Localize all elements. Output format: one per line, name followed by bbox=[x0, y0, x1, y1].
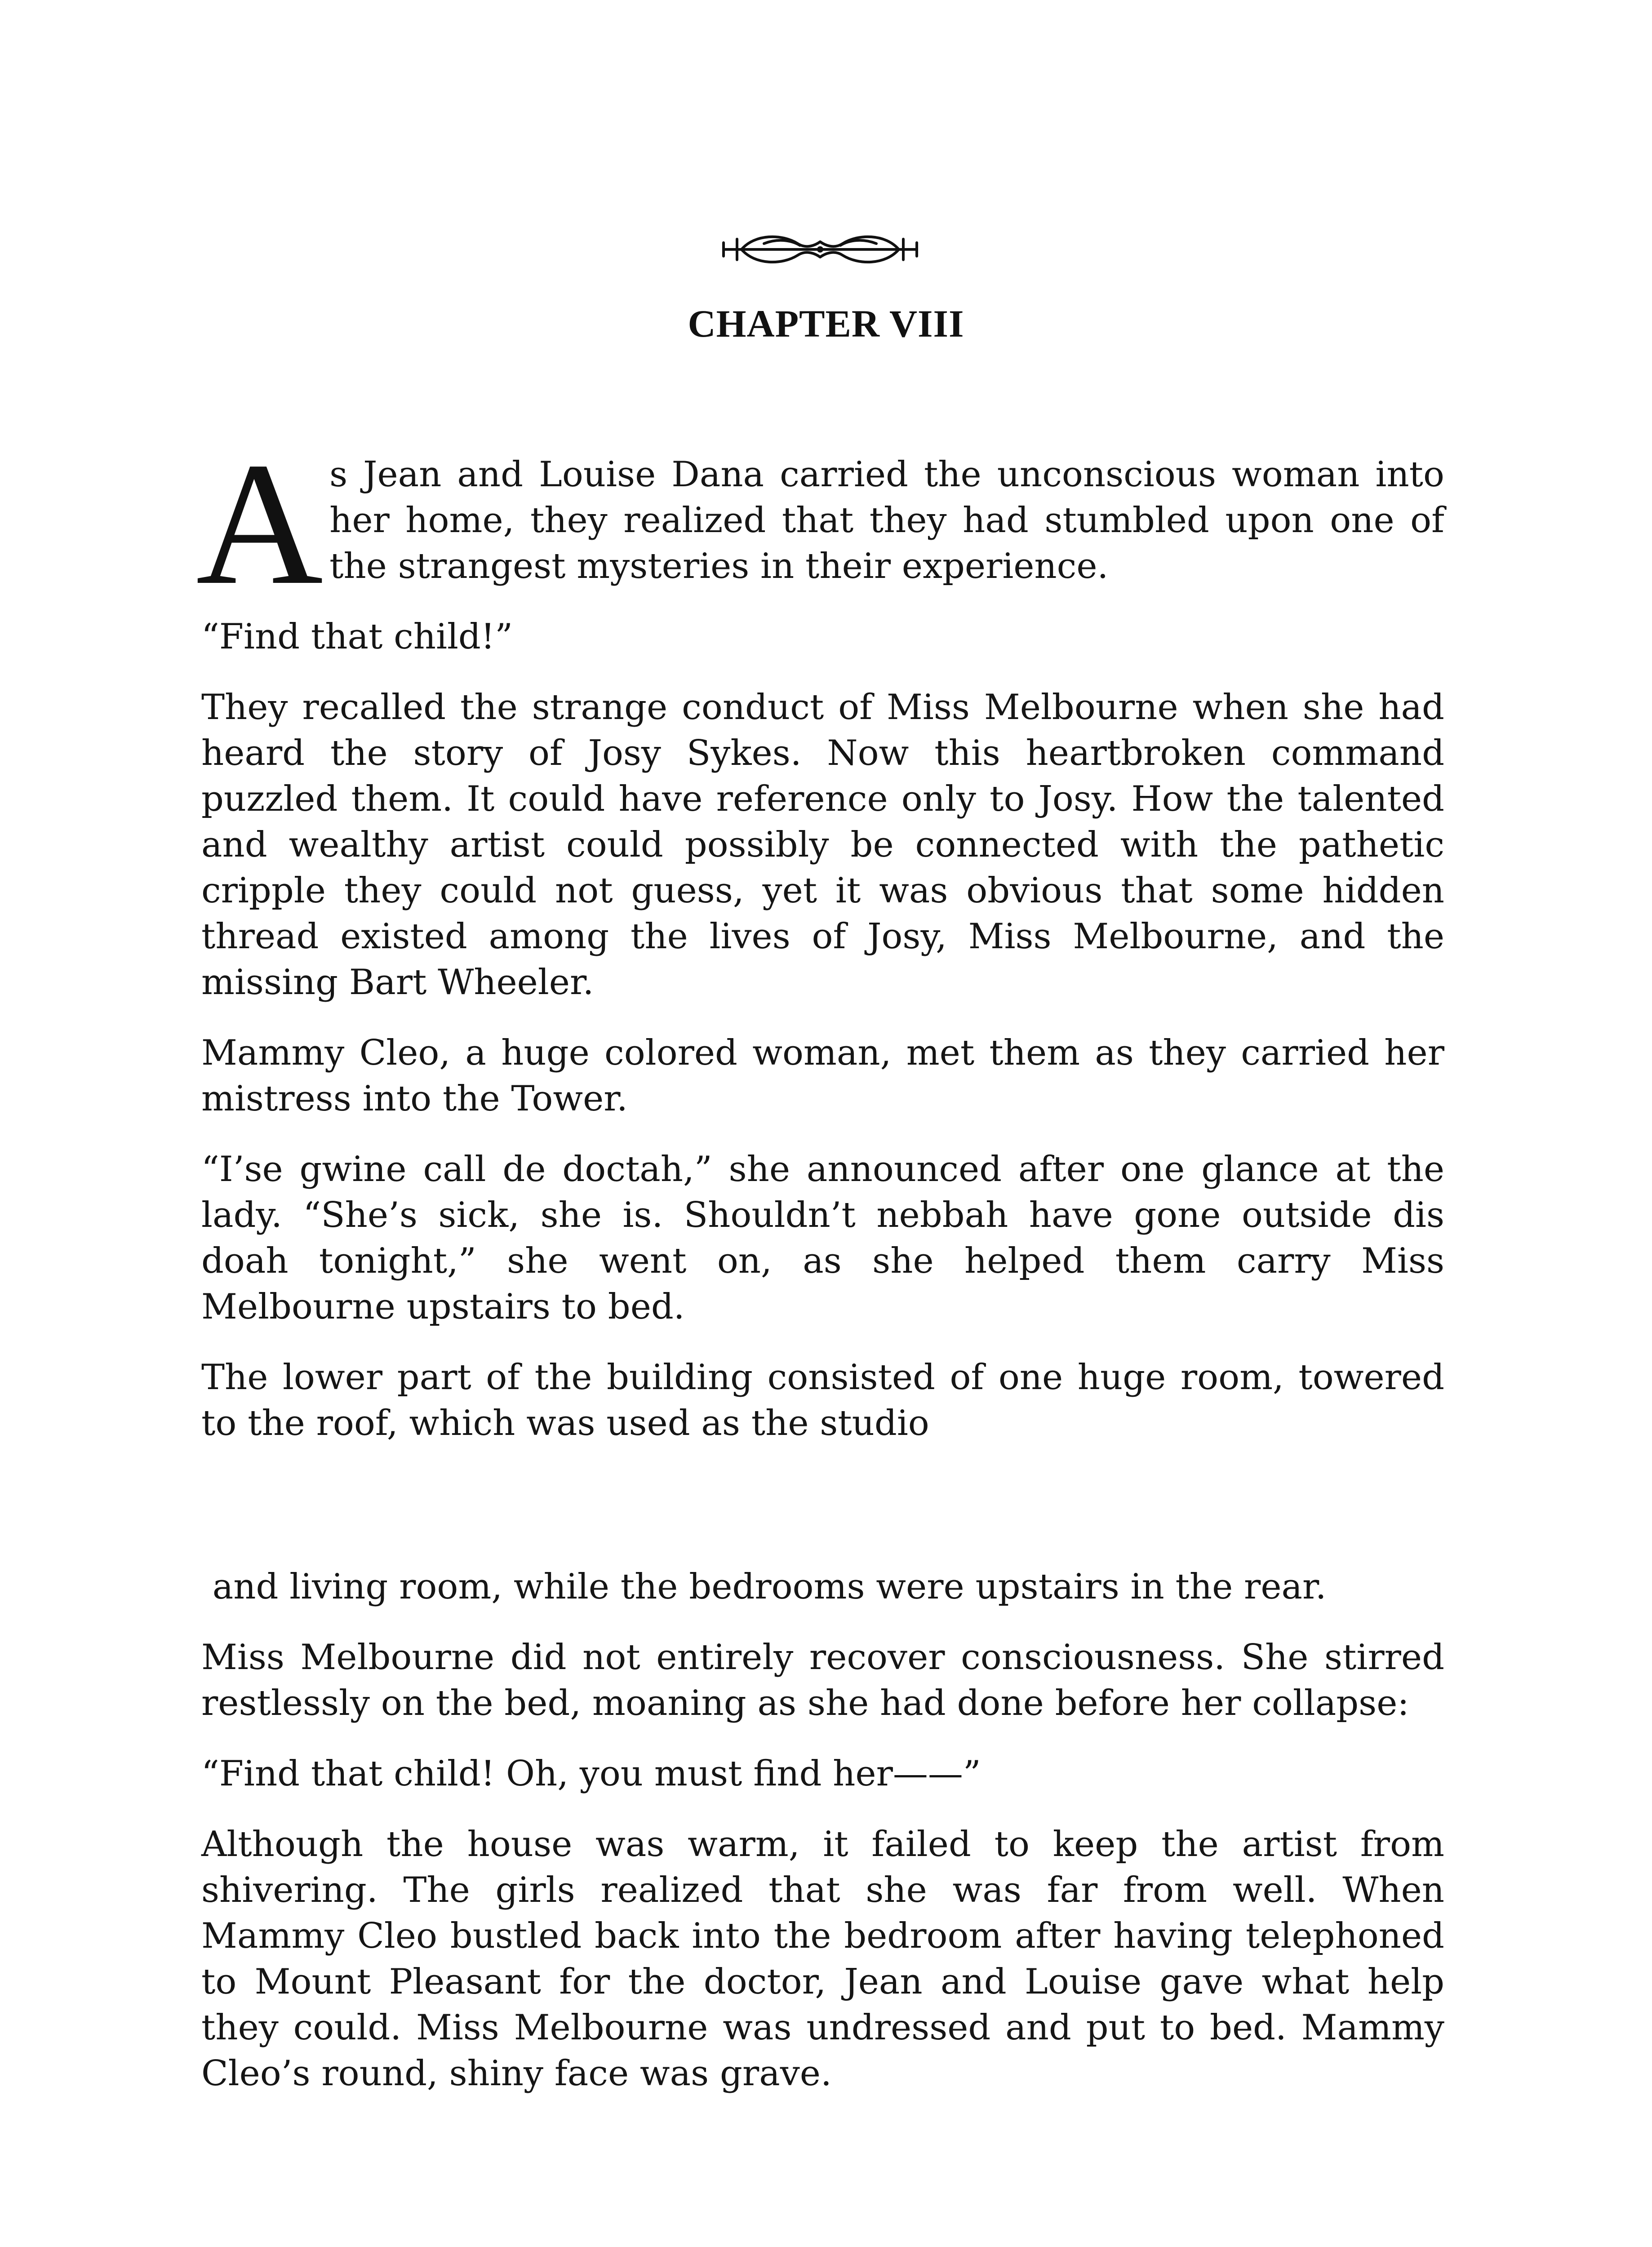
paragraph: Although the house was warm, it failed to keep the artist from shivering. The girls realized that she was far from well. When Mammy Cleo bustled back into the bedroom after having telephoned to Mount Pleasant for the doctor, Jean and Louise gave what help they could. Miss Melbourne was undressed and put to bed. Mammy Cleo’s round, shiny face was grave. bbox=[201, 1824, 1444, 2094]
paragraph: Miss Melbourne did not entirely recover consciousness. She stirred restlessly on the bed, moaning as she had done before her collapse: bbox=[201, 1637, 1444, 1723]
paragraph: “Find that child!” bbox=[201, 617, 513, 657]
opening-paragraph bbox=[196, 426, 1444, 621]
body-text-bottom bbox=[201, 1564, 1444, 2121]
paragraph: and living room, while the bedrooms were upstairs in the rear. bbox=[201, 1567, 1327, 1607]
drop-cap-letter: A bbox=[196, 426, 324, 621]
body-text-top bbox=[196, 426, 1444, 1471]
paragraph: “I’se gwine call de doctah,” she announced after one glance at the lady. “She’s sick, she is. Shouldn’t nebbah have gone outside dis doah tonight,” she went on, as she helped them carry Miss Melbourne upstairs to bed. bbox=[201, 1149, 1444, 1327]
paragraph: Mammy Cleo, a huge colored woman, met them as they carried her mistress into the Tower. bbox=[201, 1033, 1444, 1119]
paragraph: They recalled the strange conduct of Miss Melbourne when she had heard the story of Josy Sykes. Now this heartbroken command puzzled them. It could have reference only to Josy. How the talented and wealthy artist could possibly be connected with the pathetic cripple they could not guess, yet it was obvious that some hidden thread existed among the lives of Josy, Miss Melbourne, and the missing Bart Wheeler. bbox=[201, 687, 1444, 1003]
decorative-scroll-divider-icon bbox=[715, 225, 926, 274]
paragraph: The lower part of the building consisted of one huge room, towered to the roof, which was used as the studio bbox=[201, 1357, 1444, 1443]
chapter-title: CHAPTER VIII bbox=[688, 302, 964, 345]
paragraph: “Find that child! Oh, you must find her——” bbox=[201, 1754, 981, 1794]
opening-paragraph-text: s Jean and Louise Dana carried the unconscious woman into her home, they realized that they had stumbled upon one of the strangest mysteries in their experience. bbox=[329, 454, 1444, 586]
